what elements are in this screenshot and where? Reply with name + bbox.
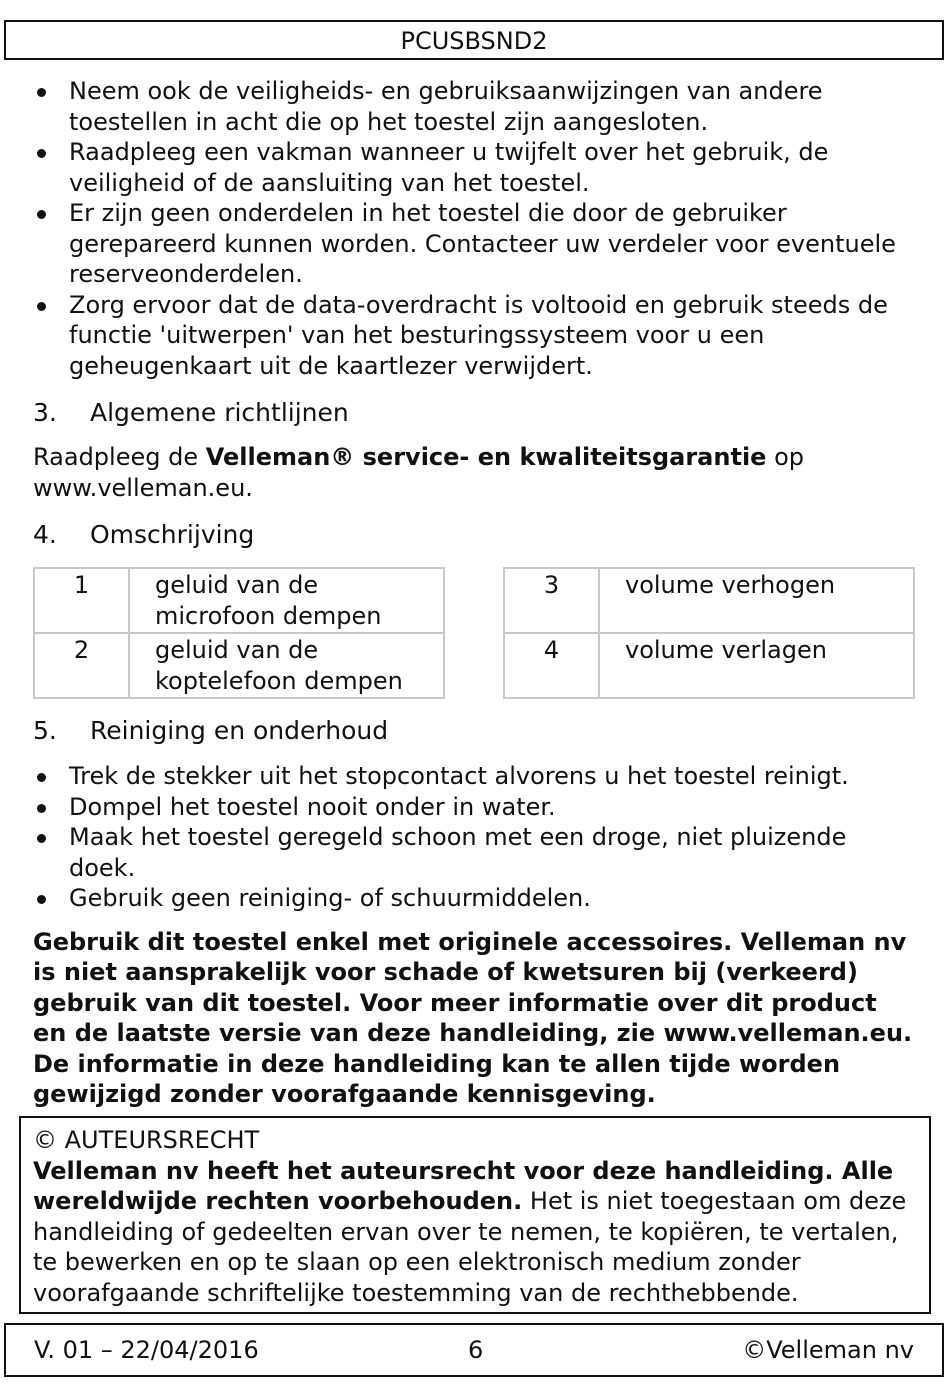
safety-list — [33, 76, 913, 381]
product-code: PCUSBSND2 — [400, 27, 548, 55]
item-label: volume verlagen — [599, 633, 914, 698]
section-3-text — [33, 442, 913, 503]
document-footer — [4, 1323, 944, 1377]
document-header — [4, 20, 944, 60]
section-number: 4. — [33, 520, 57, 549]
page-number: 6 — [468, 1336, 484, 1364]
item-label: geluid van de microfoon dempen — [129, 568, 444, 633]
section-number: 5. — [33, 716, 57, 745]
item-number: 1 — [34, 568, 129, 633]
section-4-heading — [33, 518, 913, 552]
description-table-right — [503, 567, 915, 699]
table-row — [34, 633, 444, 698]
notice-paragraph: Gebruik dit toestel enkel met originele accessoires. Velleman nv is niet aansprakelijk voor schade of kwetsuren bij (verkeerd) gebruik van dit toestel. Voor meer informatie over dit product en de laatste versie van deze handleiding, zie www.velleman.eu. De informatie in deze handleiding kan te allen tijde worden gewijzigd zonder voorafgaande kennisgeving. — [33, 927, 913, 1108]
section-title: Omschrijving — [90, 520, 255, 549]
table-row — [504, 568, 914, 633]
list-item: Neem ook de veiligheids- en gebruiksaanwijzingen van andere toestellen in acht die op het toestel zijn aangesloten. — [33, 76, 913, 137]
footer-company: ©Velleman nv — [742, 1336, 914, 1364]
copyright-box — [19, 1116, 931, 1314]
description-table-left — [33, 567, 445, 699]
item-label: geluid van de koptelefoon dempen — [129, 633, 444, 698]
list-item: Gebruik geen reiniging- of schuurmiddelen. — [33, 883, 913, 914]
text-after: op www.velleman.eu. — [33, 443, 804, 502]
item-number: 2 — [34, 633, 129, 698]
version-date: V. 01 – 22/04/2016 — [34, 1336, 259, 1364]
table-row — [504, 633, 914, 698]
list-item: Raadpleeg een vakman wanneer u twijfelt over het gebruik, de veiligheid of de aansluiting van het toestel. — [33, 137, 913, 198]
section-3-heading — [33, 396, 913, 430]
list-item: Dompel het toestel nooit onder in water. — [33, 792, 913, 823]
table-row — [34, 568, 444, 633]
copyright-text — [33, 1156, 917, 1309]
copyright-normal-text: Het is niet toegestaan om deze handleiding of gedeelten ervan over te nemen, te kopiëren, te vertalen, te bewerken en op te slaan op een elektronisch medium zonder voorafgaande schriftelijke toestemming van de rechthebbende. — [33, 1187, 907, 1307]
item-number: 3 — [504, 568, 599, 633]
item-label: volume verhogen — [599, 568, 914, 633]
cleaning-list — [33, 761, 913, 914]
section-number: 3. — [33, 398, 57, 427]
copyright-heading: © AUTEURSRECHT — [33, 1126, 260, 1154]
list-item: Er zijn geen onderdelen in het toestel die door de gebruiker gerepareerd kunnen worden. Contacteer uw verdeler voor eventuele reserveonderdelen. — [33, 198, 913, 290]
section-5-heading — [33, 714, 913, 748]
copyright-bold-text: Velleman nv heeft het auteursrecht voor deze handleiding. Alle wereldwijde rechten voorbehouden. — [33, 1156, 894, 1215]
item-number: 4 — [504, 633, 599, 698]
warranty-text: Velleman® service- en kwaliteitsgarantie — [205, 443, 767, 471]
list-item: Trek de stekker uit het stopcontact alvorens u het toestel reinigt. — [33, 761, 913, 792]
page-content — [33, 76, 913, 1110]
section-title: Reiniging en onderhoud — [90, 716, 389, 745]
list-item: Zorg ervoor dat de data-overdracht is voltooid en gebruik steeds de functie 'uitwerpen' van het besturingssysteem voor u een geheugenkaart uit de kaartlezer verwijdert. — [33, 290, 913, 382]
list-item: Maak het toestel geregeld schoon met een droge, niet pluizende doek. — [33, 822, 913, 883]
description-tables — [33, 567, 915, 699]
section-title: Algemene richtlijnen — [90, 398, 349, 427]
text-before: Raadpleeg de — [33, 443, 206, 471]
